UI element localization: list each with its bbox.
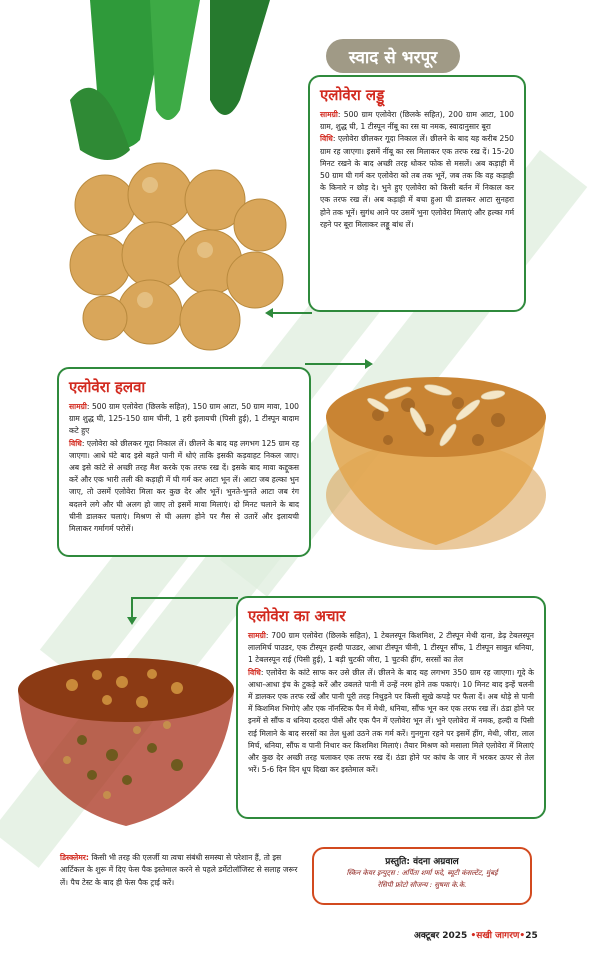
method-label: विधि [69,438,82,448]
ingredients-text: : 500 ग्राम एलोवेरा (छिलके सहित), 200 ग्राम आटा, 100 ग्राम, शुद्ध घी, 1 टीस्पून नींबू का रस या नमक, स्वादानुसार बूरा [320,110,514,132]
connector-line [131,597,133,619]
halwa-photo [318,345,553,555]
section-header-pill: स्वाद से भरपूर [326,39,460,73]
ingredients-text: : 700 ग्राम एलोवेरा (छिलके सहित), 1 टेबलस्पून किशमिश, 2 टीस्पून मेथी दाना, डेढ़ टेबलस्पून लालमिर्च पाउडर, एक टीस्पून हल्दी पाउडर, आधा टीस्पून चीनी, 1 टीस्पून सौंफ, 1 टीस्पून साबुत धनिया, 1 टेबलस्पून राई (पिसी हुई), 1 बड़ी चुटकी जीरा, 1 चुटकी हींग, सरसों का तेल [248,631,534,665]
recipe-title: एलोवेरा हलवा [69,378,146,396]
method-text: : एलोवेरा छीलकर गूदा निकाल लें। छीलने के बाद यह करीब 250 ग्राम रह जाएगा। इसमें नींबू का रस मिलाकर एक तरफ रख दें। 15-20 मिनट रखने के बाद अच्छी तरह धोकर फोक से मसलें। अब कड़ाही में 50 ग्राम घी गर्म कर एलोवेरा को तब तक भूनें, जब तक कि वह कड़ाही के किनारे न छोड़ दे। भुने हुए एलोवेरा को किसी बर्तन में निकाल कर एक तरफ रख लें। अब कड़ाही में बचा हुआ घी डालकर आटा सुनहरा होने तक भूनें। सुगंध आने पर उसमें भुना एलोवेरा मिलाएं और हल्का गर्म रहने पर बूरा मिलाकर लड्डू बांध लें। [320,134,514,229]
recipe-title: एलोवेरा का अचार [248,607,346,625]
disclaimer [60,852,305,889]
credit-photo: रेसिपी फ्रोटो सौजन्य : सुषमा के.के. [377,881,467,889]
connector-line [270,312,312,314]
page-brand: सखी जागरण [476,931,520,941]
page-num: 25 [525,931,538,941]
credit-box [312,847,532,905]
page-month: अक्टूबर 2025 [414,931,468,941]
recipe-body [69,401,299,535]
recipe-card-pickle [236,596,546,819]
ingredients-text: : 500 ग्राम एलोवेरा (छिलके सहित), 150 ग्राम आटा, 50 ग्राम मावा, 100 ग्राम शुद्ध घी, 125-150 ग्राम चीनी, 1 हरी इलायची (पिसी हुई), 1 टीस्पून बादाम कटे हुए [69,402,299,436]
recipe-card-laddoo [308,75,526,312]
connector-arrowhead [127,617,137,625]
ingredients-label: सामग्री [320,110,338,119]
recipe-title: एलोवेरा लड्डू [320,86,385,104]
laddoo-photo [60,0,300,360]
pickle-photo [12,630,240,830]
connector-line [132,597,238,599]
method-label: विधि [320,134,333,144]
disclaimer-label: डिस्क्लेमर: [60,853,89,862]
credit-inputs: स्किन केयर इन्पुट्स : अर्पिता शर्मा फदे, ब्यूटी कंसल्टेंट, मुंबई [346,869,498,877]
credit-presenter: प्रस्तुति: वंदना अग्रवाल [385,857,459,867]
ingredients-label: सामग्री [69,402,87,411]
ingredients-label: सामग्री [248,631,266,640]
method-text: : एलोवेरा को छीलकर गूदा निकाल लें। छीलने के बाद यह लगभग 125 ग्राम रह जाएगा। आधे घंटे बाद इसे बहते पानी में धोएं ताकि इसकी कड़वाहट निकल जाए। अब इसे कांटे से अच्छी तरह मैश करके एक तरफ रख दें। इसके बाद मावा कद्दूकस करें और एक भारी तली की कड़ाही में घी गर्म कर आटा भून लें। आटा जब हल्का भुन जाए, तो उसमें एलोवेरा मिला कर कुछ देर और भूनें। भुनते-भुनते आटा जब रंग बदलने लगे और घी अलग हो जाए तो इसमें मावा मिलाएं। दो मिनट चलाने के बाद चीनी डालकर चलाएं। मिश्रण से घी अलग होने पर गैस से उतारें और इलायची मिलाकर गर्मागर्म परोसें। [69,438,299,534]
recipe-body [320,109,514,231]
connector-arrowhead [265,308,273,318]
page-sep: • [470,931,477,941]
page-number [414,928,538,941]
method-label: विधि [248,667,261,677]
page-sep: • [519,931,526,941]
recipe-body [248,630,534,776]
recipe-card-halwa [57,367,311,557]
disclaimer-text: किसी भी तरह की एलर्जी या त्वचा संबंधी समस्या से परेशान हैं, तो इस आर्टिकल के शुरू में दिए फेस पैक इस्तेमाल करने से पहले डर्मेटोलॉजिस्ट से सलाह जरूर लें। पैच टेस्ट के बाद ही फेस पैक ट्राई करें। [60,853,298,887]
method-text: : एलोवेरा के कांटे साफ कर उसे छील लें। छीलने के बाद यह लगभग 350 ग्राम रह जाएगा। गूदे के आधा-आधा इंच के टुकड़े करें और उबलते पानी में उन्हें नरम होने तक पकाएं। 10 मिनट बाद इन्हें चलनी में डालकर एक तरफ रखें और पानी पूरी तरह निथुड़ने पर किसी सूखे कपड़े पर फैला दें। अब थोड़े से पानी में किशमिश भिगोएं और एक नॉनस्टिक पैन में मेथी, धनिया, सौंफ भून कर एक तरफ रख लें। ठंडा होने पर इनमें से सौंफ व धनिया दरदरा पीसें और एक पैन में एलोवेरा भून लें। भुने एलोवेरा में नमक, हल्दी व पिसी राई मिलाने के बाद सरसों का तेल धुआं उठने तक गर्म करें। गुनगुना रहने पर इसमें हींग, मेथी, जीरा, लाल मिर्च, धनिया, सौंफ व पानी निथार कर किशमिश मिलाएं। तैयार मिश्रण को मसाला मिले एलोवेरा में मिलाएं और कुछ देर अच्छी तरह चलाकर एक तरफ रख दें। ठंडा होने पर कांच के जार में भरकर ऊपर से तेल भरें। 5-6 दिन दिन धूप दिखा कर इस्तेमाल करें। [248,667,534,775]
